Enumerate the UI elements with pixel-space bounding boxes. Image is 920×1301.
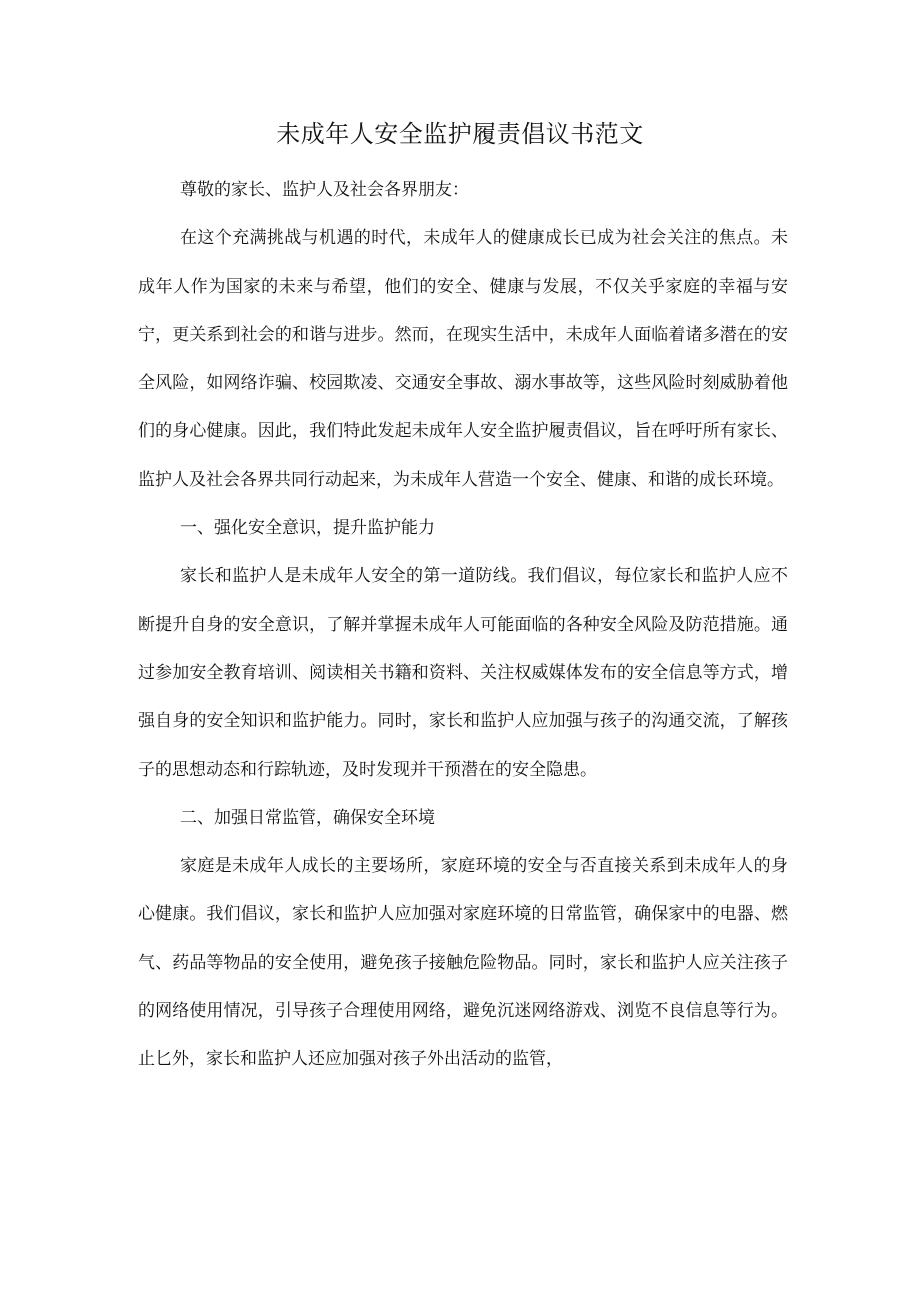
section-heading-2: 二、加强日常监管，确保安全环境 <box>180 807 435 828</box>
document-body <box>138 166 788 1084</box>
salutation: 尊敬的家长、监护人及社会各界朋友： <box>180 180 469 200</box>
paragraph-section-1: 家长和监护人是未成年人安全的第一道防线。我们倡议，每位家长和监护人应不断提升自身的安全意识，了解并掌握未成年人可能面临的各种安全风险及防范措施。通过参加安全教育培训、阅读相关书籍和资料、关注权威媒体发布的安全信息等方式，增强自身的安全知识和监护能力。同时，家长和监护人应加强与孩子的沟通交流，了解孩子的思想动态和行踪轨迹，及时发现并干预潜在的安全隐患。 <box>138 566 788 780</box>
document-title: 未成年人安全监护履责倡议书范文 <box>276 120 644 148</box>
section-heading-1: 一、强化安全意识，提升监护能力 <box>180 518 435 539</box>
paragraph-intro: 在这个充满挑战与机遇的时代，未成年人的健康成长已成为社会关注的焦点。未成年人作为国家的未来与希望，他们的安全、健康与发展，不仅关乎家庭的幸福与安宁，更关系到社会的和谐与进步。然而，在现实生活中，未成年人面临着诸多潜在的安全风险，如网络诈骗、校园欺凌、交通安全事故、溺水事故等，这些风险时刻威胁着他们的身心健康。因此，我们特此发起未成年人安全监护履责倡议，旨在呼吁所有家长、监护人及社会各界共同行动起来，为未成年人营造一个安全、健康、和谐的成长环境。 <box>138 228 788 490</box>
paragraph-section-2: 家庭是未成年人成长的主要场所，家庭环境的安全与否直接关系到未成年人的身心健康。我们倡议，家长和监护人应加强对家庭环境的日常监管，确保家中的电器、燃气、药品等物品的安全使用，避免孩子接触危险物品。同时，家长和监护人应关注孩子的网络使用情况，引导孩子合理使用网络，避免沉迷网络游戏、浏览不良信息等行为。止匕外，家长和监护人还应加强对孩子外出活动的监管， <box>138 856 788 1070</box>
